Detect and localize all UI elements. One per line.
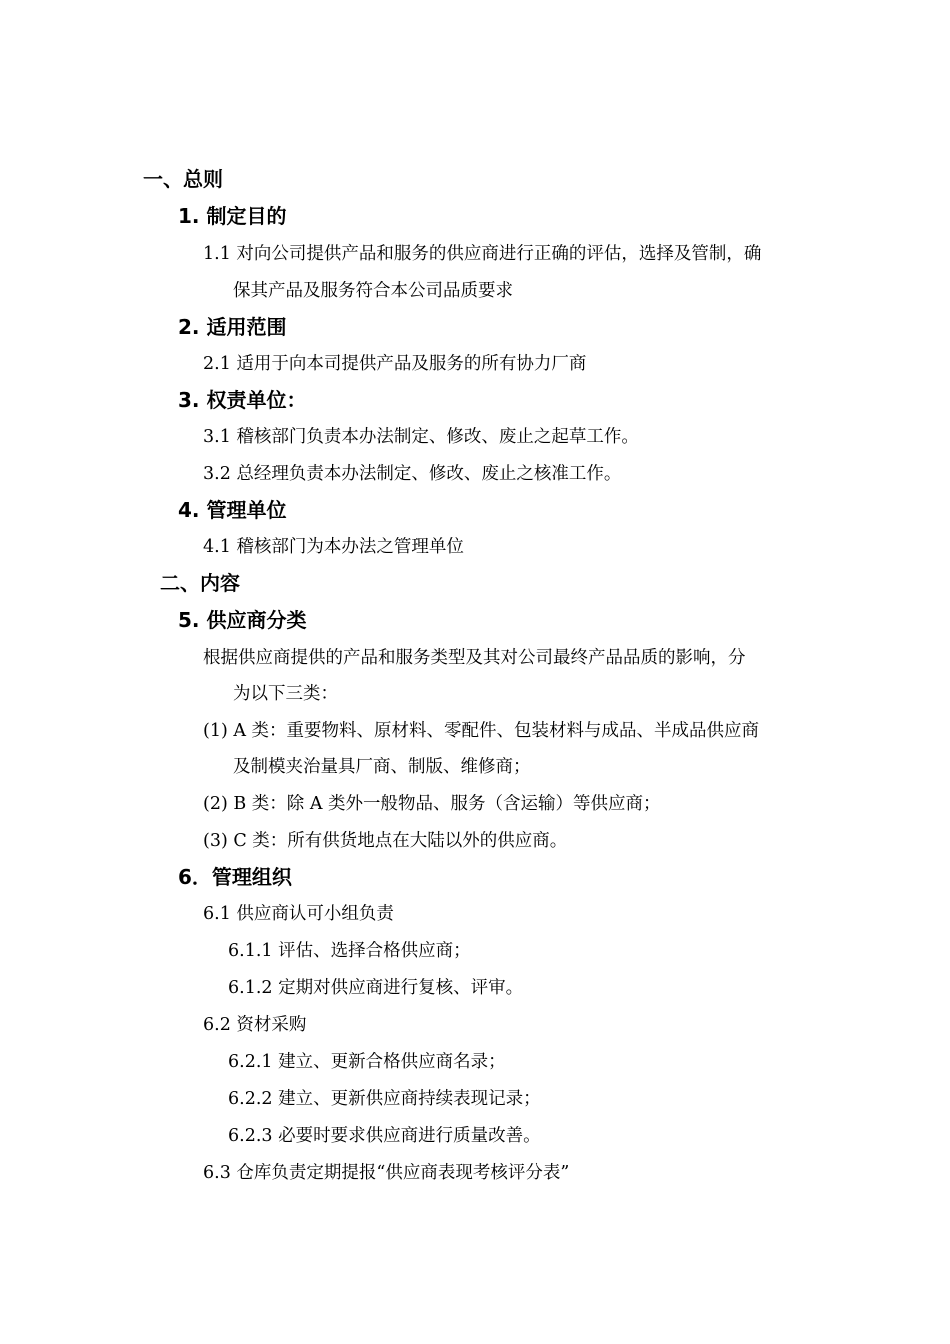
paragraph-3-1: 3.1 稽核部门负责本办法制定、修改、废止之起草工作。 [203,427,639,447]
heading-supplier-classification: 5. 供应商分类 [178,608,307,632]
heading-scope: 2. 适用范围 [178,315,287,339]
paragraph-5-line1: 根据供应商提供的产品和服务类型及其对公司最终产品品质的影响，分 [203,648,746,668]
paragraph-5-3: (3) C 类：所有供货地点在大陆以外的供应商。 [203,831,568,851]
paragraph-6-3: 6.3 仓库负责定期提报“供应商表现考核评分表” [203,1163,570,1183]
paragraph-6-1-2: 6.1.2 定期对供应商进行复核、评审。 [228,978,524,998]
section-heading-general: 一、总则 [143,167,223,191]
paragraph-2-1: 2.1 适用于向本司提供产品及服务的所有协力厂商 [203,354,587,374]
paragraph-5-1-line1: (1) A 类：重要物料、原材料、零配件、包装材料与成品、半成品供应商 [203,721,760,741]
paragraph-1-1-line1: 1.1 对向公司提供产品和服务的供应商进行正确的评估，选择及管制，确 [203,244,762,264]
heading-responsibility: 3. 权责单位： [178,388,307,412]
paragraph-6-2-2: 6.2.2 建立、更新供应商持续表现记录； [228,1089,541,1109]
paragraph-6-1: 6.1 供应商认可小组负责 [203,904,394,924]
paragraph-5-line2: 为以下三类： [233,684,338,704]
paragraph-6-2-1: 6.2.1 建立、更新合格供应商名录； [228,1052,506,1072]
heading-management-organization: 6．管理组织 [178,865,292,889]
paragraph-5-2: (2) B 类：除 A 类外一般物品、服务（含运输）等供应商； [203,794,661,814]
paragraph-6-2-3: 6.2.3 必要时要求供应商进行质量改善。 [228,1126,541,1146]
paragraph-5-1-line2: 及制模夹治量具厂商、制版、维修商； [233,757,531,777]
paragraph-4-1: 4.1 稽核部门为本办法之管理单位 [203,537,464,557]
paragraph-6-1-1: 6.1.1 评估、选择合格供应商； [228,941,471,961]
heading-management-unit: 4. 管理单位 [178,498,287,522]
paragraph-6-2: 6.2 资材采购 [203,1015,307,1035]
paragraph-1-1-line2: 保其产品及服务符合本公司品质要求 [233,281,513,301]
heading-purpose: 1. 制定目的 [178,204,287,228]
section-heading-content: 二、内容 [160,571,240,595]
paragraph-3-2: 3.2 总经理负责本办法制定、修改、废止之核准工作。 [203,464,622,484]
